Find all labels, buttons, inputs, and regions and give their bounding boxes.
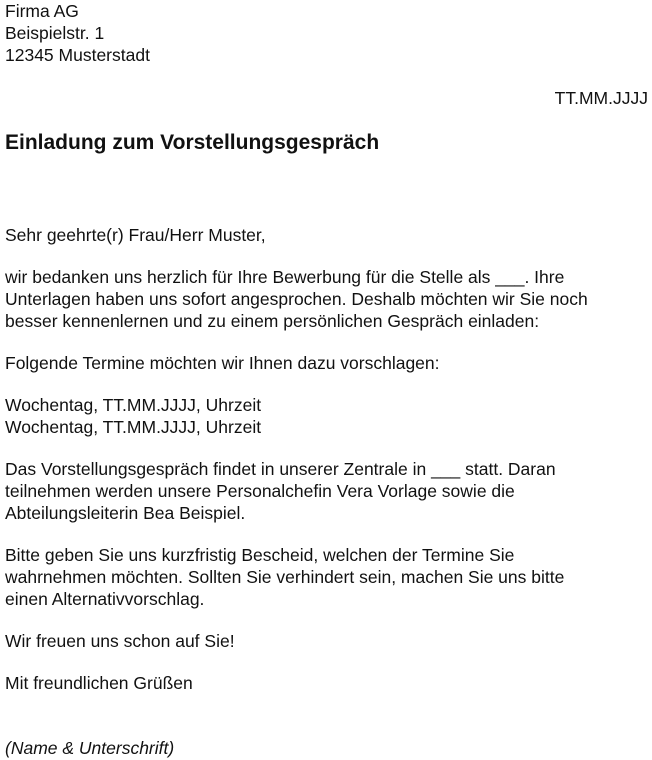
paragraph-line: Abteilungsleiterin Bea Beispiel. (5, 503, 246, 523)
sender-street: Beispielstr. 1 (5, 23, 105, 43)
paragraph-line: besser kennenlernen und zu einem persönlichen Gespräch einladen: (5, 311, 540, 331)
paragraph-line: Unterlagen haben uns sofort angesprochen. Deshalb möchten wir Sie noch (5, 289, 588, 309)
paragraph-line: Bitte geben Sie uns kurzfristig Bescheid, welchen der Termine Sie (5, 545, 515, 565)
appointment-list (5, 394, 645, 438)
paragraph-line: Das Vorstellungsgespräch findet in unserer Zentrale in ___ statt. Daran (5, 459, 556, 479)
letter-body (5, 224, 645, 714)
paragraph-looking-forward: Wir freuen uns schon auf Sie! (5, 631, 235, 651)
letter-date: TT.MM.JJJJ (554, 88, 648, 108)
signature-placeholder: (Name & Unterschrift) (5, 738, 175, 758)
appointment-item: Wochentag, TT.MM.JJJJ, Uhrzeit (5, 395, 262, 415)
paragraph-line: wir bedanken uns herzlich für Ihre Bewerbung für die Stelle als ___. Ihre (5, 267, 565, 287)
paragraph-location (5, 458, 645, 524)
sender-city: 12345 Musterstadt (5, 45, 150, 65)
letter-subject: Einladung zum Vorstellungsgespräch (5, 131, 380, 154)
paragraph-line: teilnehmen werden unsere Personalchefin Vera Vorlage sowie die (5, 481, 515, 501)
paragraph-line: wahrnehmen möchten. Sollten Sie verhindert sein, machen Sie uns bitte (5, 567, 565, 587)
paragraph-application-thanks (5, 266, 645, 332)
paragraph-appointments-intro: Folgende Termine möchten wir Ihnen dazu vorschlagen: (5, 353, 440, 373)
paragraph-line: einen Alternativvorschlag. (5, 589, 205, 609)
paragraph-feedback-request (5, 544, 645, 610)
sender-name: Firma AG (5, 1, 79, 21)
sender-address (5, 0, 150, 66)
appointment-item: Wochentag, TT.MM.JJJJ, Uhrzeit (5, 417, 262, 437)
salutation: Sehr geehrte(r) Frau/Herr Muster, (5, 225, 266, 245)
closing: Mit freundlichen Grüßen (5, 673, 193, 693)
